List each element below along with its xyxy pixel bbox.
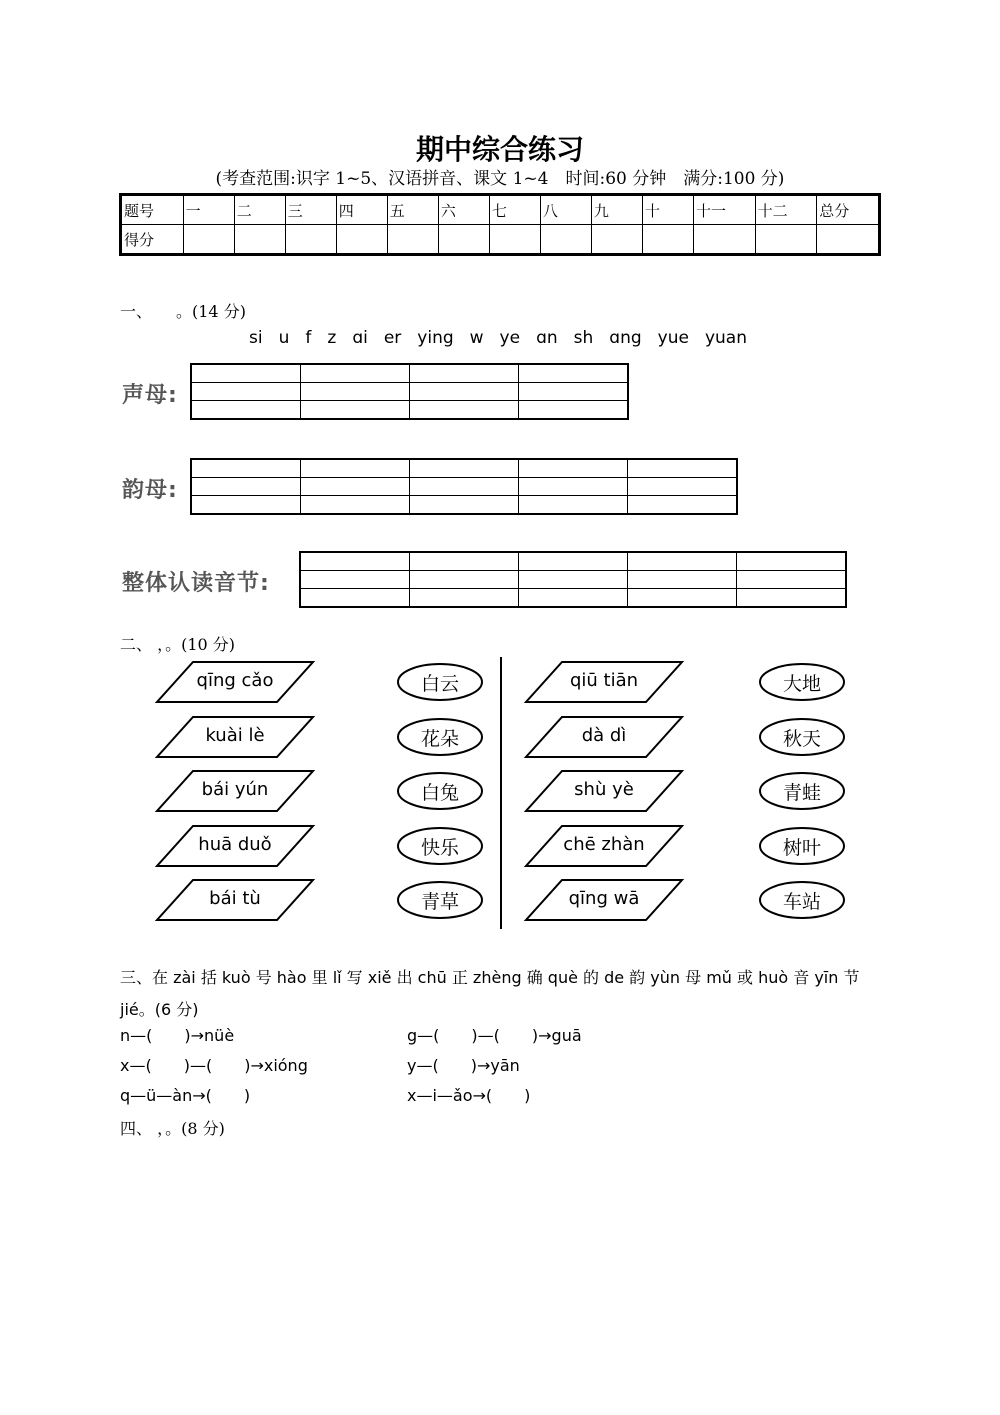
left-pinyin-label: huā duǒ [198, 834, 272, 855]
zhengti-label: 整体认读音节: [122, 571, 270, 596]
score-header-cell: 一 [183, 195, 234, 225]
left-pinyin-label: qīng cǎo [196, 670, 274, 691]
score-header-cell: 二 [234, 195, 285, 225]
pinyin-item: ɑn [536, 328, 558, 348]
score-header-cell: 四 [336, 195, 387, 225]
score-header-cell: 三 [285, 195, 336, 225]
score-header-cell: 七 [489, 195, 540, 225]
left-word-label: 青草 [420, 891, 459, 913]
right-pinyin-label: chē zhàn [563, 834, 645, 855]
pinyin-item: ɑng [609, 328, 642, 348]
page-subtitle: (考查范围:识字 1~5、汉语拼音、课文 1~4 时间:60 分钟 满分:100 分) [215, 169, 785, 189]
q2-heading: 二、 ，。(10 分) [120, 635, 236, 654]
q3-fill-item[interactable]: y—( )→yān [407, 1056, 520, 1075]
score-header-cell: 总分 [817, 195, 880, 225]
right-word-label: 青蛙 [782, 782, 821, 804]
right-pinyin-label: qiū tiān [569, 670, 639, 691]
q4-heading: 四、 ，。(8 分) [120, 1119, 225, 1138]
score-header-cell: 题号 [121, 195, 184, 225]
right-word-label: 秋天 [782, 728, 821, 750]
q3-fill-item[interactable]: n—( )→nüè [120, 1026, 235, 1045]
left-word-label: 快乐 [420, 837, 459, 859]
score-row-label: 得分 [121, 225, 184, 255]
pinyin-item: er [383, 328, 402, 348]
left-pinyin-label: bái tù [209, 888, 261, 909]
q3-fill-item[interactable]: x—i—ǎo→( ) [407, 1086, 531, 1105]
page-title: 期中综合练习 [415, 133, 584, 166]
score-header-cell: 十 [642, 195, 693, 225]
right-word-label: 车站 [782, 891, 821, 913]
pinyin-item: z [327, 328, 337, 348]
left-word-label: 花朵 [420, 728, 459, 750]
pinyin-item: si [249, 328, 263, 348]
q1-heading: 一、 。(14 分) [120, 302, 246, 321]
right-pinyin-label: shù yè [574, 779, 634, 800]
right-pinyin-label: qīng wā [568, 888, 640, 909]
pinyin-item: ying [417, 328, 454, 348]
score-header-cell: 九 [591, 195, 642, 225]
q3-fill-item[interactable]: g—( )—( )→guā [407, 1026, 582, 1045]
pinyin-item: yuan [704, 328, 747, 348]
score-header-cell: 六 [438, 195, 489, 225]
right-word-label: 树叶 [782, 837, 821, 859]
right-pinyin-label: dà dì [581, 725, 627, 746]
score-header-cell: 十二 [755, 195, 817, 225]
pinyin-item: ɑi [352, 328, 368, 348]
left-pinyin-label: kuài lè [205, 725, 265, 746]
pinyin-item: yue [657, 328, 689, 348]
pinyin-item: f [305, 328, 312, 348]
matching-divider [500, 657, 502, 929]
q3-fill-item[interactable]: x—( )—( )→xióng [120, 1056, 308, 1075]
left-word-label: 白兔 [420, 782, 459, 804]
left-word-label: 白云 [420, 673, 459, 695]
pinyin-item: u [278, 328, 290, 348]
shengmu-label: 声母: [122, 383, 178, 408]
q3-fill-item[interactable]: q—ü—àn→( ) [120, 1086, 251, 1105]
right-word-label: 大地 [782, 673, 821, 695]
yunmu-label: 韵母: [122, 478, 178, 503]
pinyin-item: w [469, 328, 484, 348]
q3-heading: 三、在 zài 括 kuò 号 hào 里 lǐ 写 xiě 出 chū 正 zhèng 确 què 的 de 韵 yùn 母 mǔ 或 huò 音 yīn 节 jié。(6 分) [120, 968, 860, 1019]
score-header-cell: 十一 [693, 195, 755, 225]
pinyin-item: ye [499, 328, 521, 348]
score-header-cell: 八 [540, 195, 591, 225]
left-pinyin-label: bái yún [201, 779, 269, 800]
score-header-cell: 五 [387, 195, 438, 225]
pinyin-item: sh [573, 328, 594, 348]
